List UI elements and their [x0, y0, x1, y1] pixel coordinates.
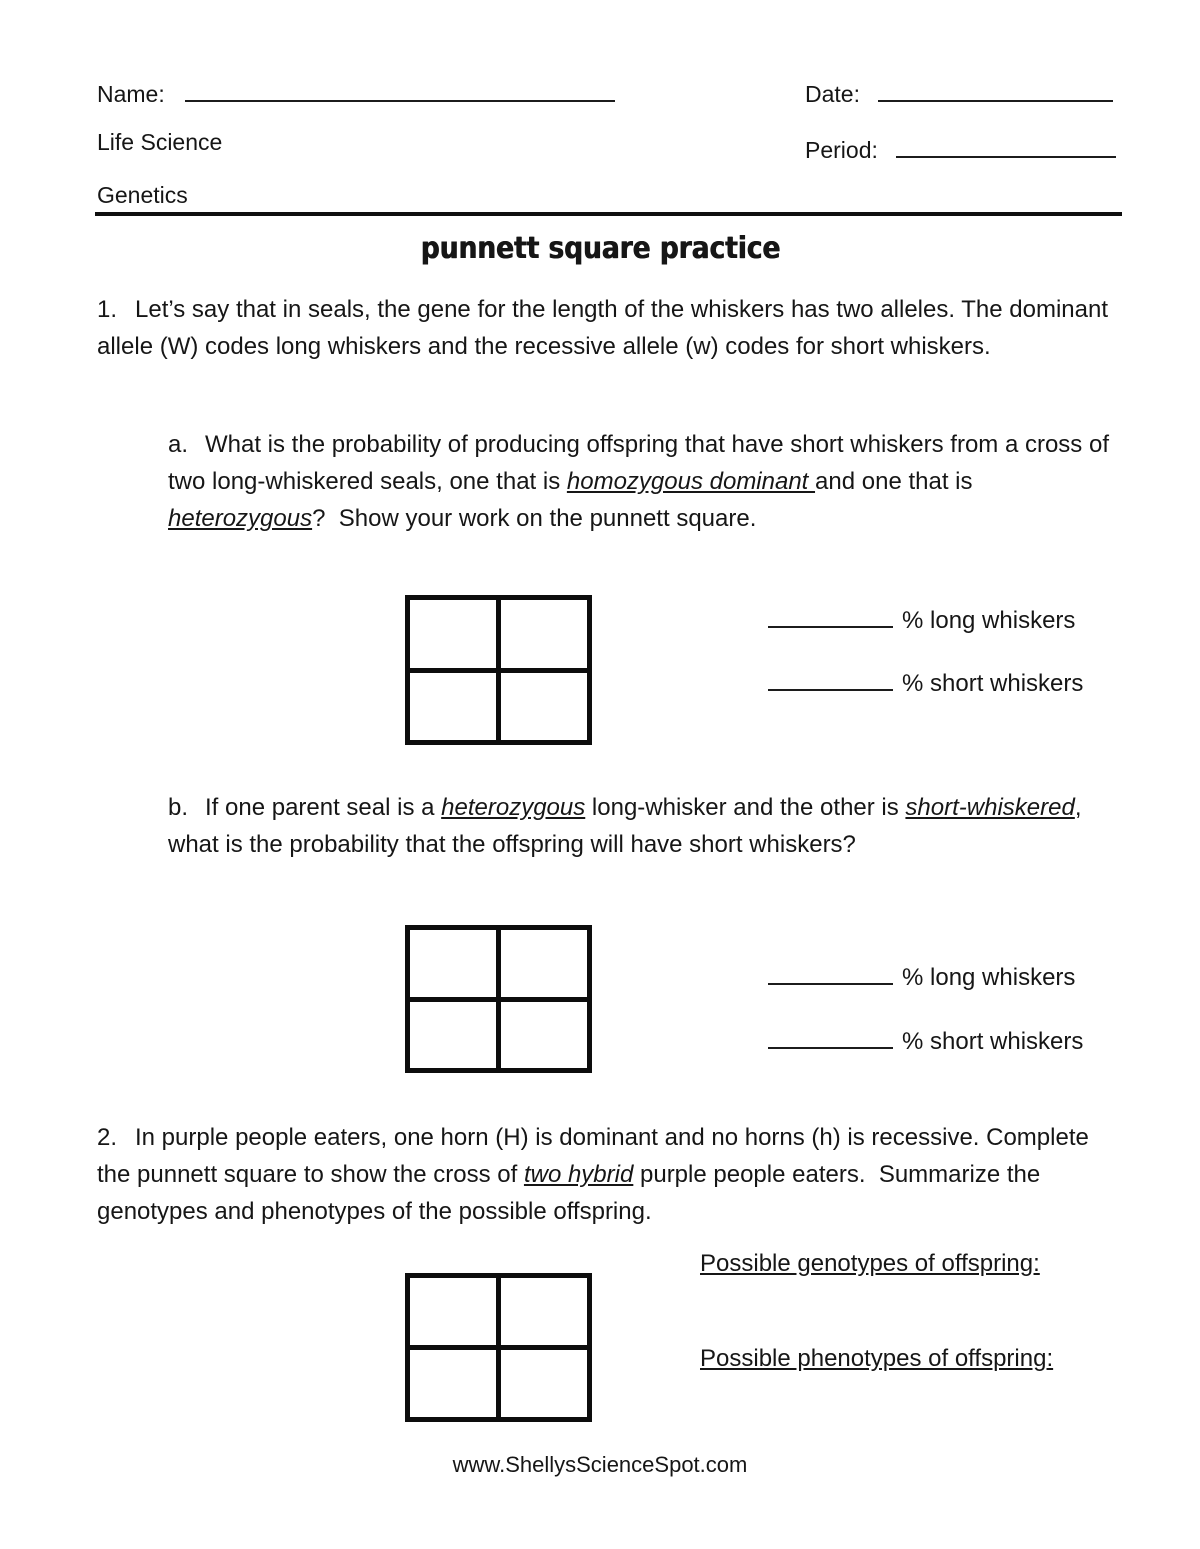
punnett-square-1-cell: [501, 600, 587, 668]
question-1b-label: b.: [168, 794, 189, 821]
date-row: [805, 76, 1113, 108]
name-blank: [185, 76, 615, 102]
answer-label-long-2: % long whiskers: [902, 964, 1076, 992]
phenotypes-label: Possible phenotypes of offspring:: [700, 1345, 1054, 1372]
question-1b-seg1: If one parent seal is a: [205, 794, 442, 821]
header-rule: [95, 212, 1122, 216]
answer-label-short-2: % short whiskers: [902, 1028, 1084, 1056]
punnett-square-3: [405, 1273, 592, 1422]
question-1-text: Let’s say that in seals, the gene for the length of the whiskers has two alleles. The dominant allele (W) codes long whiskers and the recessive allele (w) codes for short whiskers.: [97, 296, 1109, 360]
period-blank: [896, 132, 1116, 158]
answer-blank-short-2: [768, 1022, 893, 1049]
period-label: Period:: [805, 137, 878, 164]
punnett-square-3-cell: [501, 1278, 587, 1345]
punnett-square-1: [405, 595, 592, 745]
punnett-square-1-cell: [501, 673, 587, 741]
question-1a-label: a.: [168, 431, 189, 458]
punnett-square-2-cell: [410, 1002, 496, 1069]
question-2-seg1: In purple people eaters, one horn (H) is dominant and no horns (h) is recessive. Complete the punnett square to show the cross of: [97, 1124, 1089, 1188]
subject-label: Genetics: [97, 182, 188, 208]
question-1a-term-heterozygous: heterozygous: [168, 505, 313, 532]
punnett-square-2-cell: [501, 930, 587, 997]
punnett-square-3-cell: [501, 1350, 587, 1417]
question-1b-seg3: , what is the probability that the offspring will have short whiskers?: [168, 794, 1082, 858]
question-1: [97, 291, 1112, 365]
answer-row-long-2: [768, 958, 1075, 992]
punnett-square-1-cell: [410, 673, 496, 741]
answer-row-short-2: [768, 1022, 1083, 1056]
answer-row-long-1: [768, 601, 1075, 635]
question-2-term-two-hybrid: two hybrid: [523, 1161, 634, 1188]
answer-blank-long-2: [768, 958, 893, 985]
punnett-square-2-cell: [501, 1002, 587, 1069]
question-1b: [168, 789, 1113, 863]
punnett-square-3-cell: [410, 1278, 496, 1345]
name-row: [97, 76, 615, 108]
date-label: Date:: [805, 81, 860, 108]
answer-label-long-1: % long whiskers: [902, 607, 1076, 635]
question-1a-seg3: ? Show your work on the punnett square.: [312, 505, 757, 532]
period-row: [805, 132, 1116, 164]
question-1a-seg1: What is the probability of producing offspring that have short whiskers from a cross of two long-whiskered seals, one that is: [168, 431, 1109, 495]
question-1a: [168, 426, 1113, 537]
answer-blank-long-1: [768, 601, 893, 628]
page-title: punnett square practice: [420, 231, 780, 266]
answer-label-short-1: % short whiskers: [902, 670, 1084, 698]
punnett-square-2: [405, 925, 592, 1073]
genotypes-label: Possible genotypes of offspring:: [700, 1250, 1040, 1277]
punnett-square-1-cell: [410, 600, 496, 668]
punnett-square-2-cell: [410, 930, 496, 997]
answer-blank-short-1: [768, 664, 893, 691]
footer-url: www.ShellysScienceSpot.com: [452, 1452, 748, 1477]
answer-row-short-1: [768, 664, 1083, 698]
title-row: [0, 231, 1200, 266]
question-2-seg2: purple people eaters. Summarize the genotypes and phenotypes of the possible offspring.: [97, 1161, 1041, 1225]
question-1b-seg2: long-whisker and the other is: [585, 794, 906, 821]
question-2: [97, 1119, 1112, 1230]
name-label: Name:: [97, 81, 165, 108]
question-1-number: 1.: [97, 296, 118, 323]
question-1a-seg2: and one that is: [815, 468, 973, 495]
punnett-square-3-cell: [410, 1350, 496, 1417]
course-label: Life Science: [97, 129, 223, 155]
question-1a-term-homozygous-dominant: homozygous dominant: [566, 468, 816, 495]
question-2-number: 2.: [97, 1124, 118, 1151]
question-1b-term-short-whiskered: short-whiskered: [905, 794, 1075, 821]
date-blank: [878, 76, 1113, 102]
question-1b-term-heterozygous: heterozygous: [441, 794, 586, 821]
